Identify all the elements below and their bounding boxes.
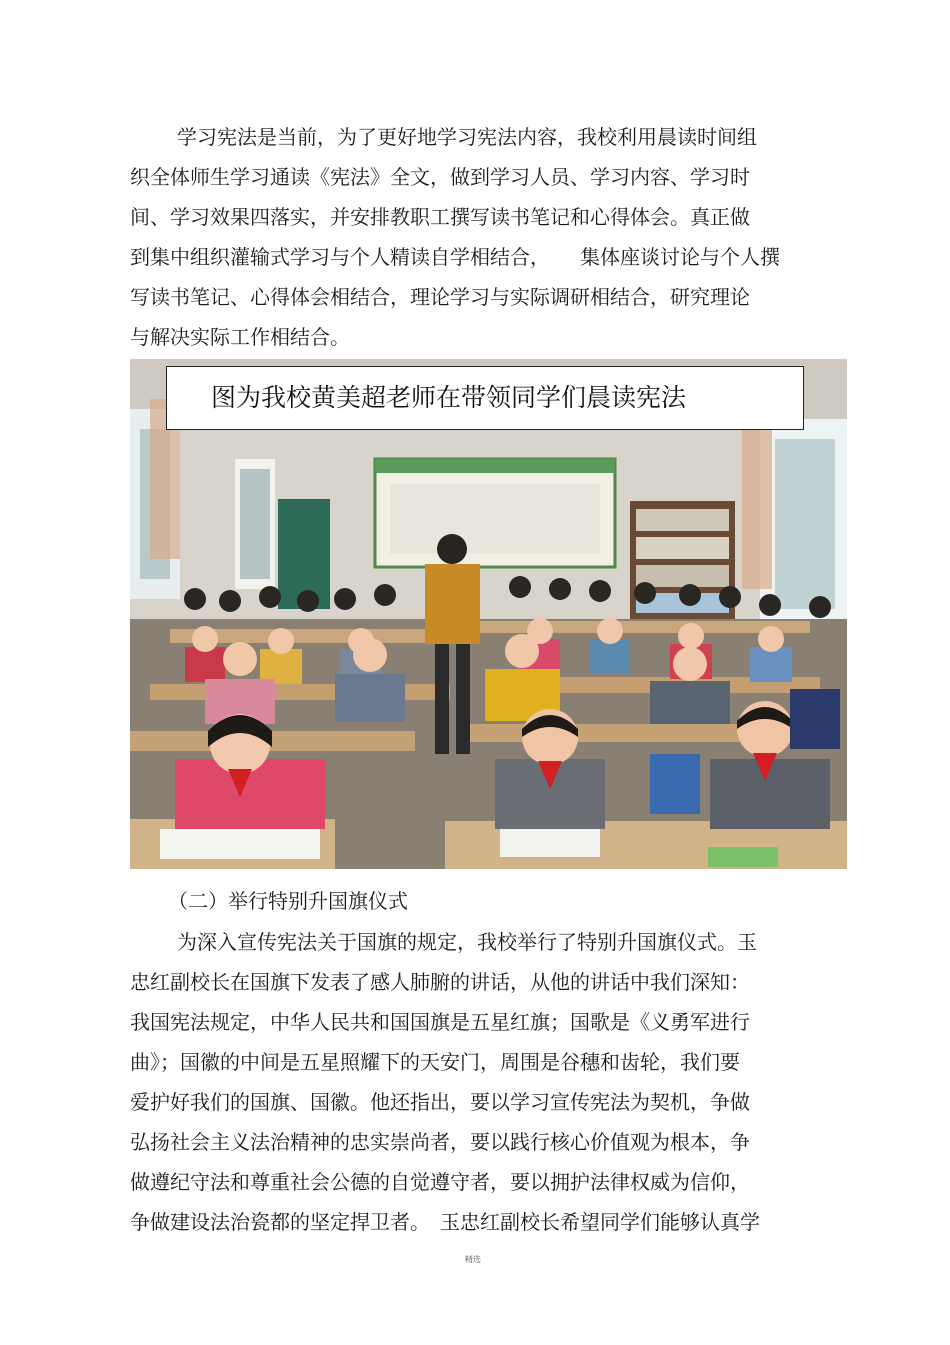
text-line: 与解决实际工作相结合。 bbox=[130, 325, 350, 349]
section-heading: （二）举行特别升国旗仪式 bbox=[168, 889, 408, 913]
text-line: 争做建设法治瓷都的坚定捍卫者。 玉忠红副校长希望同学们能够认真学 bbox=[130, 1210, 760, 1234]
text-line: 间、学习效果四落实，并安排教职工撰写读书笔记和心得体会。真正做 bbox=[130, 205, 750, 229]
classroom-photo bbox=[130, 359, 847, 869]
text-line: 忠红副校长在国旗下发表了感人肺腑的讲话，从他的讲话中我们深知： bbox=[130, 970, 750, 994]
text-line: 织全体师生学习通读《宪法》全文，做到学习人员、学习内容、学习时 bbox=[130, 165, 750, 189]
photo-caption-box bbox=[166, 366, 804, 430]
text-line: 做遵纪守法和尊重社会公德的自觉遵守者，要以拥护法律权威为信仰， bbox=[130, 1170, 750, 1194]
photo-caption: 图为我校黄美超老师在带领同学们晨读宪法 bbox=[211, 383, 687, 412]
text-line: 学习宪法是当前，为了更好地学习宪法内容，我校利用晨读时间组 bbox=[177, 125, 757, 149]
text-line: 爱护好我们的国旗、国徽。他还指出，要以学习宣传宪法为契机，争做 bbox=[130, 1090, 750, 1114]
text-line: 到集中组织灌输式学习与个人精读自学相结合， 集体座谈讨论与个人撰 bbox=[130, 245, 780, 269]
text-line: 写读书笔记、心得体会相结合，理论学习与实际调研相结合，研究理论 bbox=[130, 285, 750, 309]
text-line: 我国宪法规定，中华人民共和国国旗是五星红旗；国歌是《义勇军进行 bbox=[130, 1010, 750, 1034]
text-line: 曲》；国徽的中间是五星照耀下的天安门，周围是谷穗和齿轮，我们要 bbox=[130, 1050, 740, 1074]
classroom-illustration bbox=[130, 359, 847, 869]
text-line: 为深入宣传宪法关于国旗的规定，我校举行了特别升国旗仪式。玉 bbox=[177, 930, 757, 954]
text-line: 弘扬社会主义法治精神的忠实崇尚者，要以践行核心价值观为根本，争 bbox=[130, 1130, 750, 1154]
page-footer: 精选 bbox=[465, 1255, 481, 1264]
